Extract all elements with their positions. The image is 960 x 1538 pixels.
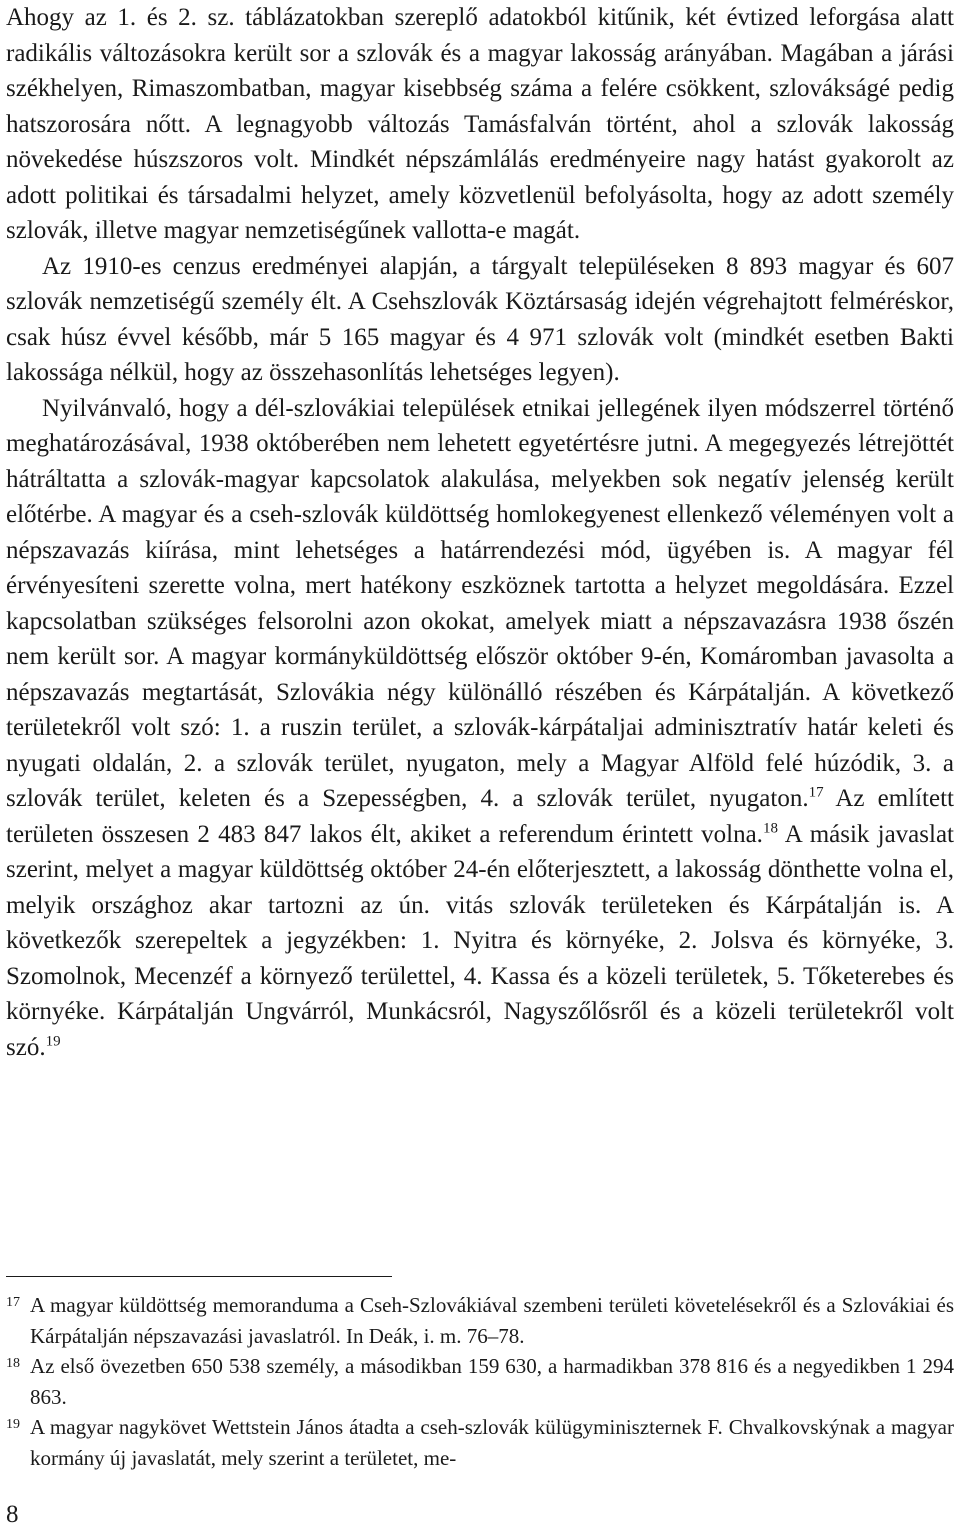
paragraph-3-part-c: A másik javaslat szerint, melyet a magyar küldöttség október 24-én előterjesztett, a lakosság dönthette volna el, melyik országhoz akar tartozni az ún. vitás szlovák területeken és Kárpátalján is. A következők szerepeltek a jegyzékben: 1. Nyitra és környéke, 2. Jolsva és környéke, 3. Szomolnok, Mecenzéf a környező területtel, 4. Kassa és a közeli területek, 5. Tőketerebes és környéke. Kárpátalján Ungvárról, Munkácsról, Nagyszőlősről és a közeli területekről volt szó. xyxy=(6,820,954,1061)
footnote-text: A magyar nagykövet Wettstein János átadta a cseh-szlovák külügyminiszternek F. Chvalkovskýnak a magyar kormány új javaslatát, mely szerint a területet, me- xyxy=(30,1415,954,1470)
footnote-text: A magyar küldöttség memoranduma a Cseh-Szlovákiával szembeni területi követelésekről és a Szlovákiai és Kárpátalján népszavazási javaslatról. In Deák, i. m. 76–78. xyxy=(30,1293,954,1348)
paragraph-3 xyxy=(6,391,954,1066)
paragraph-3-part-a: Nyilvánvaló, hogy a dél-szlovákiai települések etnikai jellegének ilyen módszerrel történő meghatározásával, 1938 októberében nem lehetett egyetértésre jutni. A megegyezés létrejöttét hátráltatta a szlovák-magyar kapcsolatok alakulása, melyekben sok negatív jelenség került előtérbe. A magyar és a cseh-szlovák küldöttség homlokegyenest ellenkező véleményen volt a népszavazás kiírása, mint lehetséges a határrendezési mód, ügyében is. A magyar fél érvényesíteni szerette volna, mert hatékony eszköznek tartotta a helyzet megoldására. Ezzel kapcsolatban szükséges felsorolni azon okokat, amelyek miatt a népszavazásra 1938 őszén nem került sor. A magyar kormányküldöttség először október 9-én, Komáromban javasolta a népszavazás megtartását, Szlovákia négy különálló részében és Kárpátalján. A következő területekről volt szó: 1. a ruszin terület, a szlovák-kárpátaljai adminisztratív határ keleti és nyugati oldalán, 2. a szlovák terület, nyugaton, mely a Magyar Alföld felé húzódik, 3. a szlovák terület, keleten és a Szepességben, 4. a szlovák terület, nyugaton. xyxy=(6,394,954,812)
footnote-text: Az első övezetben 650 538 személy, a másodikban 159 630, a harmadikban 378 816 és a negyedikben 1 294 863. xyxy=(30,1354,954,1409)
footnote-17 xyxy=(6,1290,954,1351)
footnote-number: 17 xyxy=(6,1295,20,1310)
footnote-19 xyxy=(6,1412,954,1473)
paragraph-3-part-b: Az említett területen összesen 2 483 847 lakos élt, akiket a referendum érintett volna. xyxy=(6,785,954,848)
page-number: 8 xyxy=(6,1501,19,1528)
footnote-number: 18 xyxy=(6,1356,20,1371)
paragraph-2: Az 1910-es cenzus eredményei alapján, a tárgyalt településeken 8 893 magyar és 607 szlovák nemzetiségű személy élt. A Csehszlovák Köztársaság idején végrehajtott felméréskor, csak húsz évvel később, már 5 165 magyar és 4 971 szlovák volt (mindkét esetben Bakti lakossága nélkül, hogy az összehasonlítás lehetséges legyen). xyxy=(6,252,954,386)
footnote-separator xyxy=(6,1276,392,1277)
paragraph-1: Ahogy az 1. és 2. sz. táblázatokban szereplő adatokból kitűnik, két évtized leforgása alatt radikális változásokra került sor a szlovák és a magyar lakosság arányában. Magában a járási székhelyen, Rimaszombatban, magyar kisebbség száma a felére csökkent, szlovákságé pedig hatszorosára nőtt. A legnagyobb változás Tamásfalván történt, ahol a szlovák lakosság növekedése húszszoros volt. Mindkét népszámlálás eredményeire nagy hatást gyakorolt az adott politikai és társadalmi helyzet, amely közvetlenül befolyásolta, hogy az adott személy szlovák, illetve magyar nemzetiségűnek vallotta-e magát. xyxy=(6,4,954,244)
footnotes xyxy=(6,1290,954,1473)
footnote-number: 19 xyxy=(6,1417,20,1432)
main-text xyxy=(6,0,954,1065)
page xyxy=(6,0,954,1065)
footnote-18 xyxy=(6,1351,954,1412)
footnote-ref-18[interactable]: 18 xyxy=(762,820,778,837)
footnote-ref-19[interactable]: 19 xyxy=(45,1033,61,1050)
footnote-ref-17[interactable]: 17 xyxy=(808,784,824,801)
